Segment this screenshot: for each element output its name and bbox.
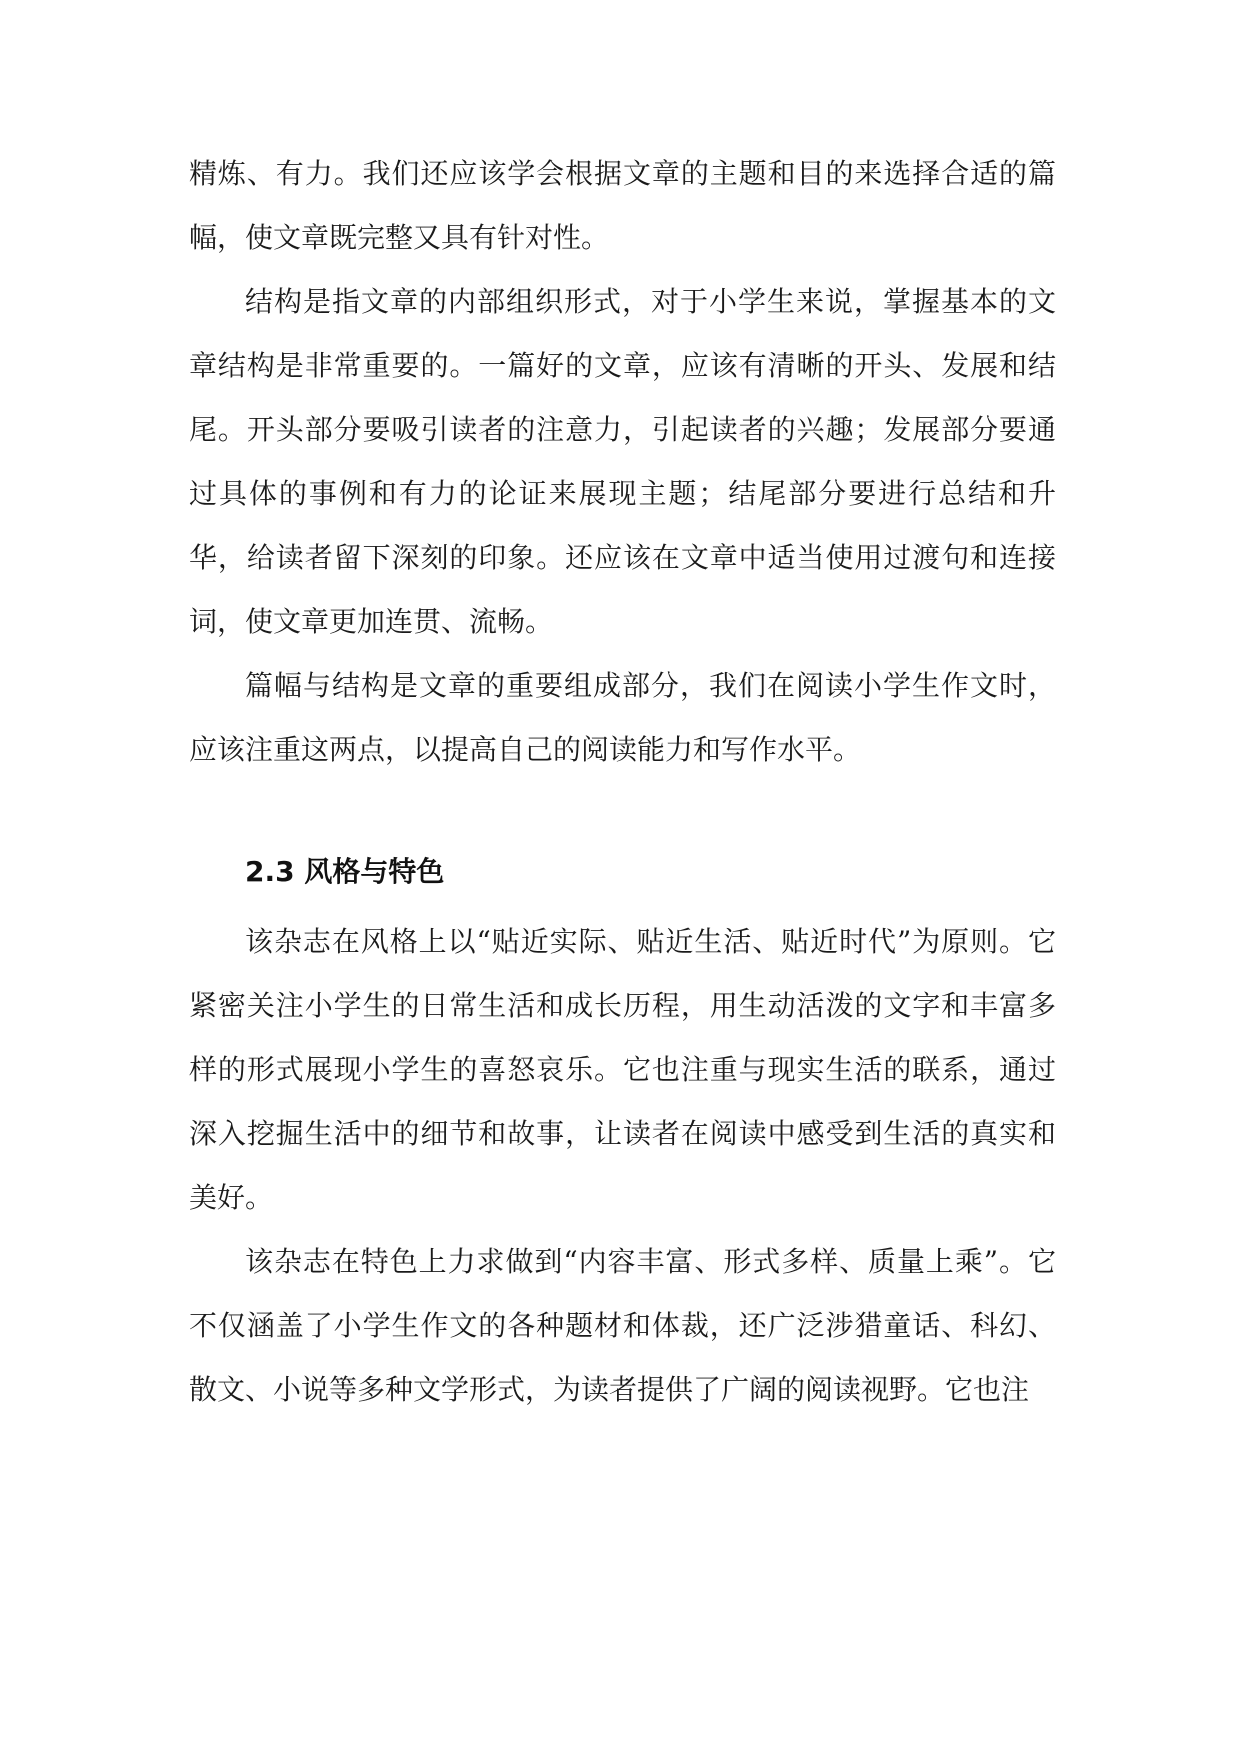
- section-heading: 2.3 风格与特色: [245, 855, 445, 888]
- paragraph-structure: 结构是指文章的内部组织形式，对于小学生来说，掌握基本的文章结构是非常重要的。一篇好的文章，应该有清晰的开头、发展和结尾。开头部分要吸引读者的注意力，引起读者的兴趣；发展部分要通过具体的事例和有力的论证来展现主题；结尾部分要进行总结和升华，给读者留下深刻的印象。还应该在文章中适当使用过渡句和连接词，使文章更加连贯、流畅。: [189, 285, 1056, 638]
- paragraph-features: 该杂志在特色上力求做到“内容丰富、形式多样、质量上乘”。它不仅涵盖了小学生作文的各种题材和体裁，还广泛涉猎童话、科幻、散文、小说等多种文学形式，为读者提供了广阔的阅读视野。它也注: [189, 1245, 1056, 1406]
- document-body: [189, 142, 1056, 1422]
- paragraph-summary: 篇幅与结构是文章的重要组成部分，我们在阅读小学生作文时，应该注重这两点，以提高自己的阅读能力和写作水平。: [189, 669, 1056, 766]
- paragraph-style: 该杂志在风格上以“贴近实际、贴近生活、贴近时代”为原则。它紧密关注小学生的日常生活和成长历程，用生动活泼的文字和丰富多样的形式展现小学生的喜怒哀乐。它也注重与现实生活的联系，通过深入挖掘生活中的细节和故事，让读者在阅读中感受到生活的真实和美好。: [189, 925, 1056, 1214]
- paragraph-continuation: 精炼、有力。我们还应该学会根据文章的主题和目的来选择合适的篇幅，使文章既完整又具有针对性。: [189, 157, 1056, 254]
